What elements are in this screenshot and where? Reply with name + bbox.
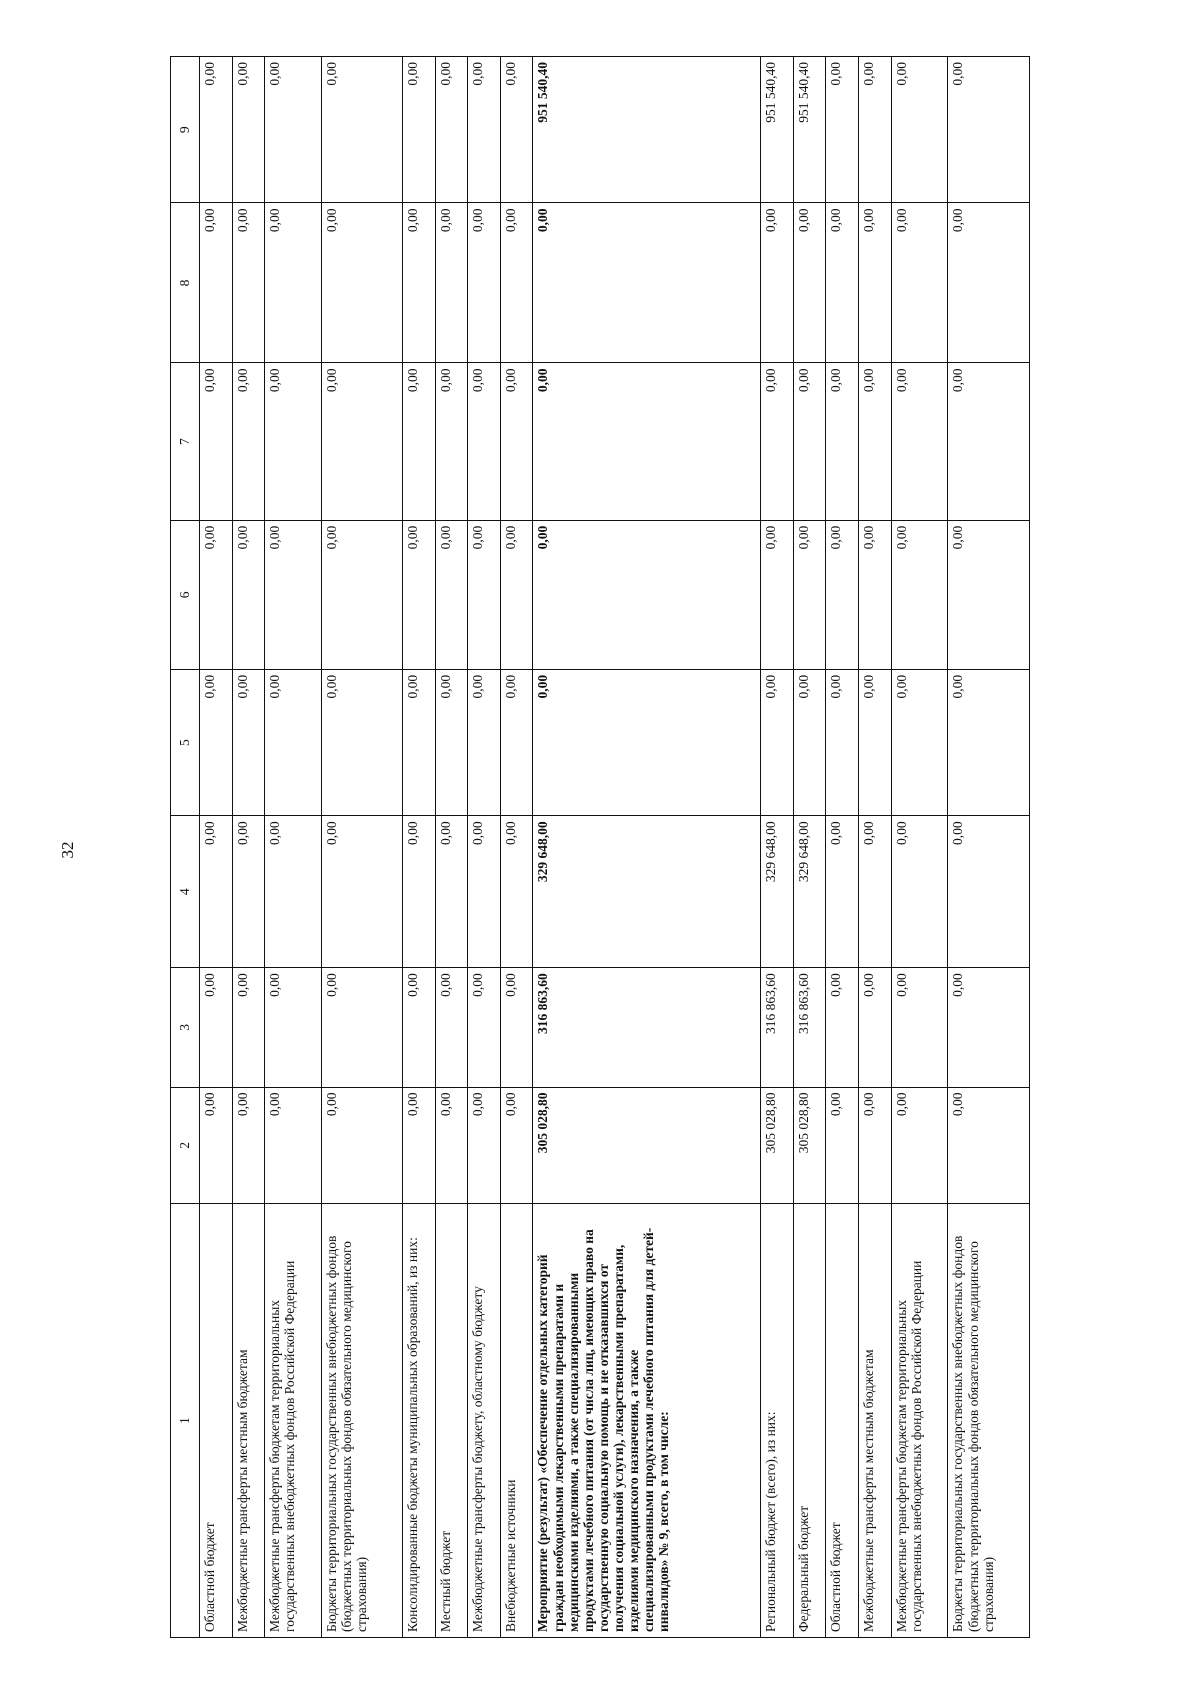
- row-value: 0,00: [533, 363, 761, 520]
- row-value: 0,00: [265, 520, 322, 669]
- row-label: Областной бюджет: [826, 1204, 859, 1638]
- row-value: 0,00: [403, 1087, 436, 1204]
- table-row: [859, 57, 892, 1638]
- row-value: 951 540,40: [533, 57, 761, 204]
- row-value: 0,00: [761, 203, 794, 363]
- row-value: 0,00: [468, 363, 501, 520]
- row-value: 0,00: [948, 203, 1030, 363]
- row-value: 0,00: [891, 57, 948, 204]
- column-header: 5: [171, 669, 200, 815]
- column-header: 6: [171, 520, 200, 669]
- row-value: 0,00: [435, 968, 468, 1087]
- row-value: 0,00: [321, 816, 402, 968]
- row-label: Межбюджетные трансферты бюджету, областному бюджету: [468, 1204, 501, 1638]
- table-row: [435, 57, 468, 1638]
- row-label: Федеральный бюджет: [793, 1204, 826, 1638]
- row-value: 0,00: [891, 363, 948, 520]
- table-row: [793, 57, 826, 1638]
- row-value: 0,00: [500, 1087, 533, 1204]
- row-value: 0,00: [200, 363, 233, 520]
- row-value: 316 863,60: [533, 968, 761, 1087]
- row-value: 0,00: [500, 968, 533, 1087]
- column-header: 7: [171, 363, 200, 520]
- row-value: 0,00: [500, 363, 533, 520]
- row-value: 0,00: [761, 669, 794, 815]
- row-value: 0,00: [500, 203, 533, 363]
- row-value: 0,00: [468, 57, 501, 204]
- row-value: 0,00: [468, 816, 501, 968]
- row-value: 316 863,60: [793, 968, 826, 1087]
- page-number: 32: [58, 841, 77, 859]
- row-value: 0,00: [403, 363, 436, 520]
- row-value: 329 648,00: [533, 816, 761, 968]
- row-value: 0,00: [793, 669, 826, 815]
- table-row: [403, 57, 436, 1638]
- row-value: 0,00: [826, 816, 859, 968]
- row-value: 0,00: [321, 968, 402, 1087]
- row-value: 0,00: [232, 363, 265, 520]
- table-row: [468, 57, 501, 1638]
- row-label: Межбюджетные трансферты местным бюджетам: [859, 1204, 892, 1638]
- row-value: 0,00: [859, 57, 892, 204]
- row-label: Региональный бюджет (всего), из них:: [761, 1204, 794, 1638]
- row-value: 0,00: [948, 363, 1030, 520]
- row-value: 0,00: [435, 57, 468, 204]
- row-value: 0,00: [321, 669, 402, 815]
- column-header: 8: [171, 203, 200, 363]
- row-value: 0,00: [200, 57, 233, 204]
- row-value: 0,00: [793, 363, 826, 520]
- row-value: 0,00: [435, 816, 468, 968]
- column-header: 4: [171, 816, 200, 968]
- row-label: Внебюджетные источники: [500, 1204, 533, 1638]
- row-value: 0,00: [232, 520, 265, 669]
- row-value: 0,00: [948, 816, 1030, 968]
- table-row: [200, 57, 233, 1638]
- row-value: 0,00: [891, 203, 948, 363]
- row-value: 0,00: [948, 57, 1030, 204]
- column-header: 3: [171, 968, 200, 1087]
- row-value: 0,00: [435, 520, 468, 669]
- table-row: [948, 57, 1030, 1638]
- row-value: 305 028,80: [793, 1087, 826, 1204]
- table-container: [170, 56, 1030, 1638]
- row-value: 0,00: [761, 520, 794, 669]
- row-value: 0,00: [265, 1087, 322, 1204]
- row-value: 0,00: [859, 669, 892, 815]
- row-value: 0,00: [826, 968, 859, 1087]
- row-label: Местный бюджет: [435, 1204, 468, 1638]
- row-value: 0,00: [232, 1087, 265, 1204]
- row-label: Межбюджетные трансферты бюджетам территориальных государственных внебюджетных фондов Российской Федерации: [265, 1204, 322, 1638]
- row-value: 0,00: [200, 968, 233, 1087]
- row-value: 0,00: [232, 669, 265, 815]
- row-value: 316 863,60: [761, 968, 794, 1087]
- row-value: 0,00: [265, 363, 322, 520]
- row-value: 305 028,80: [533, 1087, 761, 1204]
- row-value: 0,00: [403, 203, 436, 363]
- row-value: 305 028,80: [761, 1087, 794, 1204]
- row-value: 0,00: [232, 203, 265, 363]
- table-row: [321, 57, 402, 1638]
- column-header: 2: [171, 1087, 200, 1204]
- row-value: 0,00: [891, 968, 948, 1087]
- row-value: 0,00: [232, 968, 265, 1087]
- row-value: 0,00: [500, 669, 533, 815]
- row-value: 0,00: [468, 1087, 501, 1204]
- row-value: 951 540,40: [793, 57, 826, 204]
- row-value: 0,00: [200, 520, 233, 669]
- row-value: 0,00: [435, 363, 468, 520]
- row-value: 0,00: [891, 520, 948, 669]
- table-row: [500, 57, 533, 1638]
- row-label: Бюджеты территориальных государственных внебюджетных фондов (бюджетных территориальных фондов обязательного медицинского страхования): [321, 1204, 402, 1638]
- row-value: 0,00: [826, 57, 859, 204]
- row-value: 0,00: [826, 1087, 859, 1204]
- row-value: 0,00: [761, 363, 794, 520]
- row-value: 0,00: [403, 520, 436, 669]
- column-header: 1: [171, 1204, 200, 1638]
- row-value: 0,00: [891, 669, 948, 815]
- row-value: 0,00: [859, 203, 892, 363]
- row-value: 0,00: [793, 520, 826, 669]
- row-value: 0,00: [859, 1087, 892, 1204]
- row-value: 0,00: [793, 203, 826, 363]
- row-value: 0,00: [468, 520, 501, 669]
- row-value: 0,00: [321, 57, 402, 204]
- row-value: 0,00: [200, 203, 233, 363]
- row-value: 0,00: [468, 968, 501, 1087]
- row-value: 951 540,40: [761, 57, 794, 204]
- row-value: 0,00: [265, 968, 322, 1087]
- row-value: 0,00: [200, 1087, 233, 1204]
- row-value: 0,00: [265, 816, 322, 968]
- row-value: 0,00: [232, 57, 265, 204]
- row-value: 0,00: [948, 968, 1030, 1087]
- row-value: 0,00: [533, 669, 761, 815]
- column-header: 9: [171, 57, 200, 204]
- row-value: 0,00: [468, 669, 501, 815]
- row-label: Межбюджетные трансферты местным бюджетам: [232, 1204, 265, 1638]
- row-value: 329 648,00: [761, 816, 794, 968]
- row-value: 0,00: [826, 363, 859, 520]
- row-value: 0,00: [435, 1087, 468, 1204]
- row-value: 0,00: [265, 669, 322, 815]
- row-value: 0,00: [321, 520, 402, 669]
- row-value: 0,00: [500, 816, 533, 968]
- row-value: 0,00: [403, 816, 436, 968]
- table-row: [891, 57, 948, 1638]
- table-body: [200, 57, 1030, 1638]
- row-value: 0,00: [891, 1087, 948, 1204]
- row-value: 0,00: [859, 520, 892, 669]
- row-label: Мероприятие (результат) «Обеспечение отдельных категорий граждан необходимыми лекарственными препаратами и медицинскими изделиями, а также специализированными продуктами лечебного питания (от числа лиц, имеющих право на государственную социальную помощь и не отказавшихся от получения социальной услуги), лекарственными препаратами, изделиями медицинского назначения, а также специализированными продуктами лечебного питания для детей-инвалидов» № 9, всего, в том числе:: [533, 1204, 761, 1638]
- row-value: 0,00: [859, 363, 892, 520]
- row-value: 0,00: [948, 669, 1030, 815]
- row-value: 0,00: [826, 203, 859, 363]
- row-value: 0,00: [468, 203, 501, 363]
- row-value: 0,00: [403, 669, 436, 815]
- row-value: 0,00: [859, 968, 892, 1087]
- row-value: 0,00: [435, 203, 468, 363]
- row-label: Областной бюджет: [200, 1204, 233, 1638]
- row-value: 0,00: [533, 203, 761, 363]
- row-value: 0,00: [403, 57, 436, 204]
- row-value: 0,00: [948, 520, 1030, 669]
- table-row: [232, 57, 265, 1638]
- row-value: 0,00: [232, 816, 265, 968]
- table-row: [761, 57, 794, 1638]
- table-row: [265, 57, 322, 1638]
- table-header-row: [171, 57, 200, 1638]
- row-value: 0,00: [859, 816, 892, 968]
- row-value: 0,00: [500, 57, 533, 204]
- row-value: 0,00: [321, 1087, 402, 1204]
- row-value: 0,00: [321, 363, 402, 520]
- row-label: Межбюджетные трансферты бюджетам территориальных государственных внебюджетных фондов Российской Федерации: [891, 1204, 948, 1638]
- row-value: 0,00: [435, 669, 468, 815]
- budget-table: [170, 56, 1030, 1638]
- row-label: Бюджеты территориальных государственных внебюджетных фондов (бюджетных территориальных фондов обязательного медицинского страхования): [948, 1204, 1030, 1638]
- row-value: 0,00: [500, 520, 533, 669]
- row-value: 0,00: [321, 203, 402, 363]
- row-value: 0,00: [403, 968, 436, 1087]
- row-value: 0,00: [265, 57, 322, 204]
- row-value: 0,00: [200, 669, 233, 815]
- table-row: [533, 57, 761, 1638]
- row-value: 0,00: [826, 669, 859, 815]
- row-label: Консолидированные бюджеты муниципальных образований, из них:: [403, 1204, 436, 1638]
- row-value: 329 648,00: [793, 816, 826, 968]
- row-value: 0,00: [200, 816, 233, 968]
- row-value: 0,00: [533, 520, 761, 669]
- table-row: [826, 57, 859, 1638]
- row-value: 0,00: [891, 816, 948, 968]
- row-value: 0,00: [265, 203, 322, 363]
- row-value: 0,00: [826, 520, 859, 669]
- row-value: 0,00: [948, 1087, 1030, 1204]
